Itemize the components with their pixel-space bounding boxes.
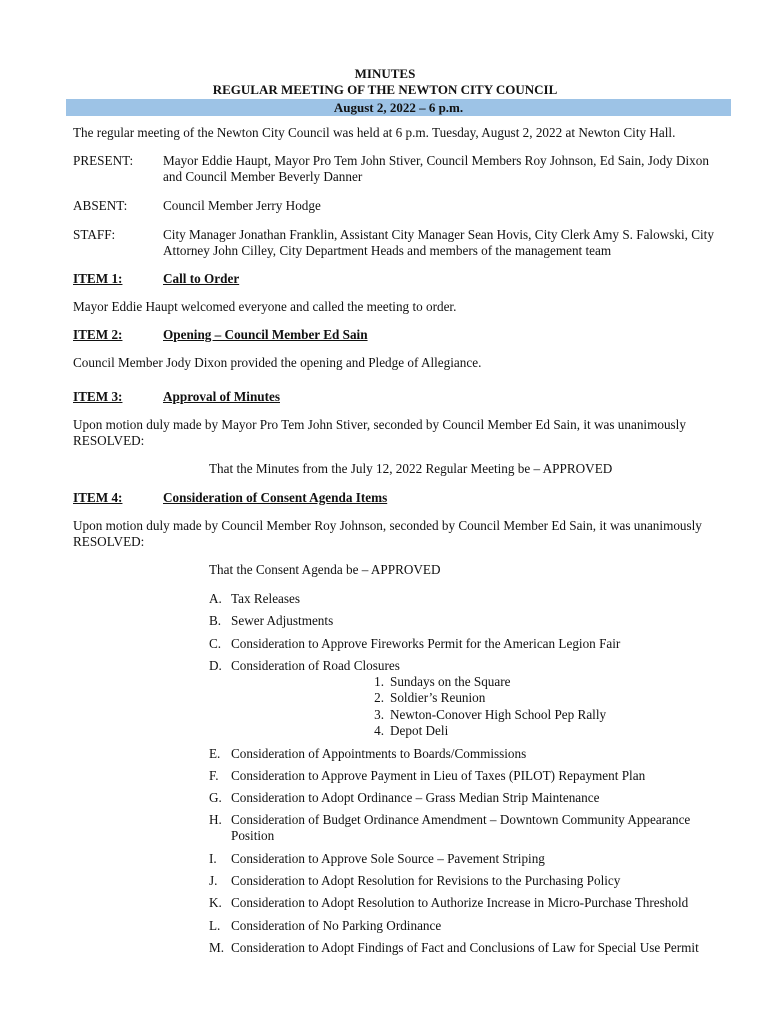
meeting-date-bar: August 2, 2022 – 6 p.m.: [66, 99, 731, 116]
list-item-letter: M.: [209, 940, 225, 955]
list-item-letter: F.: [209, 768, 219, 783]
list-item-letter: E.: [209, 746, 221, 761]
list-item-text: Tax Releases: [231, 591, 301, 606]
item-4-resolution: That the Consent Agenda be – APPROVED: [209, 562, 441, 577]
item-3-number: ITEM 3:: [73, 389, 123, 404]
list-item-letter: G.: [209, 790, 222, 805]
list-item-text: Consideration of Road Closures: [231, 658, 400, 673]
list-item-text: Consideration to Adopt Resolution to Authorize Increase in Micro-Purchase Threshold: [231, 895, 689, 910]
list-item-letter: B.: [209, 613, 222, 628]
intro-paragraph: The regular meeting of the Newton City Council was held at 6 p.m. Tuesday, August 2, 2022 at Newton City Hall.: [73, 125, 676, 140]
item-1-number: ITEM 1:: [73, 271, 123, 286]
list-item-text: Sewer Adjustments: [231, 613, 334, 628]
list-item-letter: J.: [209, 873, 218, 888]
list-item-text: Consideration to Adopt Findings of Fact and Conclusions of Law for Special Use Permit: [231, 940, 699, 955]
sublist-item-number: 2.: [374, 690, 384, 705]
list-item-text: Consideration to Adopt Ordinance – Grass Median Strip Maintenance: [231, 790, 600, 805]
list-item-text: Consideration of Budget Ordinance Amendment – Downtown Community Appearance Position: [231, 812, 691, 843]
list-item-letter: L.: [209, 918, 221, 933]
list-item-text: Consideration of Appointments to Boards/Commissions: [231, 746, 527, 761]
sublist-item-text: Newton-Conover High School Pep Rally: [390, 707, 607, 722]
list-item-text: Consideration to Approve Payment in Lieu of Taxes (PILOT) Repayment Plan: [231, 768, 646, 783]
list-item-letter: K.: [209, 895, 222, 910]
item-3-title: Approval of Minutes: [163, 389, 280, 404]
sublist-item-number: 1.: [374, 674, 384, 689]
list-item-letter: C.: [209, 636, 222, 651]
item-4-body: Upon motion duly made by Council Member Roy Johnson, seconded by Council Member Ed Sain, it was unanimously RESOLVED:: [73, 518, 702, 549]
list-item-letter: I.: [209, 851, 217, 866]
sublist-item-text: Soldier’s Reunion: [390, 690, 486, 705]
staff-label: STAFF:: [73, 227, 116, 242]
list-item-text: Consideration to Approve Sole Source – Pavement Striping: [231, 851, 545, 866]
item-2-body: Council Member Jody Dixon provided the opening and Pledge of Allegiance.: [73, 355, 482, 370]
item-4-title: Consideration of Consent Agenda Items: [163, 490, 388, 505]
list-item-text: Consideration to Approve Fireworks Permit for the American Legion Fair: [231, 636, 621, 651]
list-item-letter: A.: [209, 591, 222, 606]
item-1-body: Mayor Eddie Haupt welcomed everyone and called the meeting to order.: [73, 299, 457, 314]
staff-list: City Manager Jonathan Franklin, Assistant City Manager Sean Hovis, City Clerk Amy S. Falowski, City Attorney John Cilley, City Department Heads and members of the management team: [163, 227, 714, 258]
document-title: MINUTES: [354, 66, 416, 81]
list-item-letter: D.: [209, 658, 222, 673]
sublist-item-text: Depot Deli: [390, 723, 449, 738]
item-4-number: ITEM 4:: [73, 490, 123, 505]
item-2-title: Opening – Council Member Ed Sain: [163, 327, 368, 342]
absent-label: ABSENT:: [73, 198, 128, 213]
sublist-item-number: 4.: [374, 723, 384, 738]
absent-list: Council Member Jerry Hodge: [163, 198, 321, 213]
item-3-body: Upon motion duly made by Mayor Pro Tem John Stiver, seconded by Council Member Ed Sain, it was unanimously RESOLVED:: [73, 417, 686, 448]
present-list: Mayor Eddie Haupt, Mayor Pro Tem John Stiver, Council Members Roy Johnson, Ed Sain, Jody Dixon and Council Member Beverly Danner: [163, 153, 709, 184]
sublist-item-number: 3.: [374, 707, 384, 722]
item-1-title: Call to Order: [163, 271, 240, 286]
item-3-resolution: That the Minutes from the July 12, 2022 Regular Meeting be – APPROVED: [209, 461, 613, 476]
document-subtitle: REGULAR MEETING OF THE NEWTON CITY COUNCIL: [212, 82, 558, 97]
item-2-number: ITEM 2:: [73, 327, 123, 342]
present-label: PRESENT:: [73, 153, 134, 168]
list-item-text: Consideration to Adopt Resolution for Revisions to the Purchasing Policy: [231, 873, 621, 888]
sublist-item-text: Sundays on the Square: [390, 674, 511, 689]
list-item-text: Consideration of No Parking Ordinance: [231, 918, 442, 933]
list-item-letter: H.: [209, 812, 222, 827]
